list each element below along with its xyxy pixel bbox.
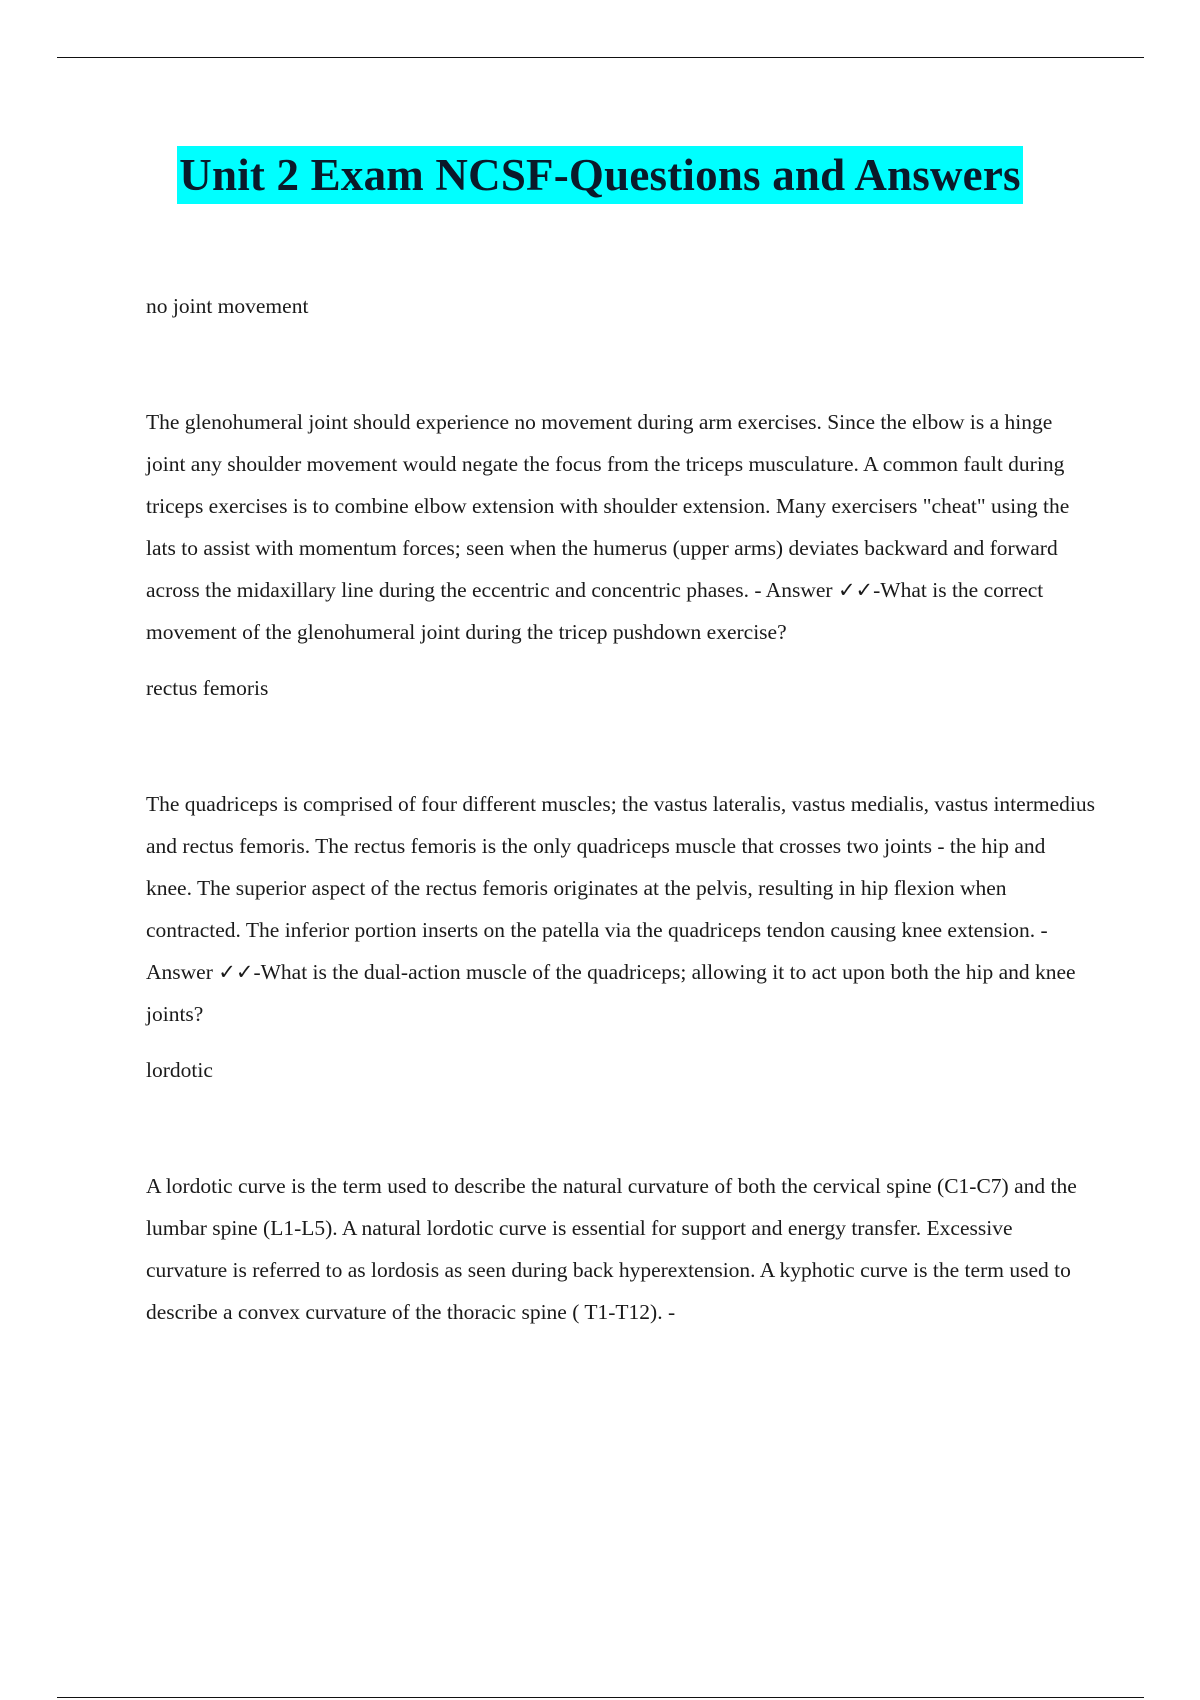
answer-1: no joint movement xyxy=(146,294,309,318)
explanation-2 xyxy=(146,783,1096,1035)
double-check-icon: ✓✓ xyxy=(837,578,874,602)
qa-content xyxy=(146,285,1096,1333)
double-check-icon: ✓✓ xyxy=(218,960,254,984)
bottom-rule xyxy=(57,1697,1144,1698)
explanation-1-text: The glenohumeral joint should experience no movement during arm exercises. Since the elbow is a hinge joint any shoulder movement would negate the focus from the triceps musculature. A common fault during triceps exercises is to combine elbow extension with shoulder extension. Many exercisers "cheat" using the lats to assist with momentum forces; seen when the humerus (upper arms) deviates backward and forward across the midaxillary line during the eccentric and concentric phases. - Answer xyxy=(146,410,1070,602)
answer-3: lordotic xyxy=(146,1058,213,1082)
answer-2: rectus femoris xyxy=(146,676,269,700)
question-1: -What is the correct movement of the glenohumeral joint during the tricep pushdown exercise? xyxy=(146,578,1044,644)
explanation-2-text: The quadriceps is comprised of four different muscles; the vastus lateralis, vastus medialis, vastus intermedius and rectus femoris. The rectus femoris is the only quadriceps muscle that crosses two joints - the hip and knee. The superior aspect of the rectus femoris originates at the pelvis, resulting in hip flexion when contracted. The inferior portion inserts on the patella via the quadriceps tendon causing knee extension. - Answer xyxy=(146,792,1095,984)
document-title: Unit 2 Exam NCSF-Questions and Answers xyxy=(177,146,1022,204)
explanation-3 xyxy=(146,1165,1096,1333)
top-rule xyxy=(57,57,1144,58)
explanation-1 xyxy=(146,401,1096,653)
explanation-3-text: A lordotic curve is the term used to describe the natural curvature of both the cervical spine (C1-C7) and the lumbar spine (L1-L5). A natural lordotic curve is essential for support and energy transfer. Excessive curvature is referred to as lordosis as seen during back hyperextension. A kyphotic curve is the term used to describe a convex curvature of the thoracic spine ( T1-T12). - xyxy=(146,1174,1077,1324)
question-2: -What is the dual-action muscle of the quadriceps; allowing it to act upon both the hip and knee joints? xyxy=(146,960,1076,1026)
title-container xyxy=(0,146,1200,204)
